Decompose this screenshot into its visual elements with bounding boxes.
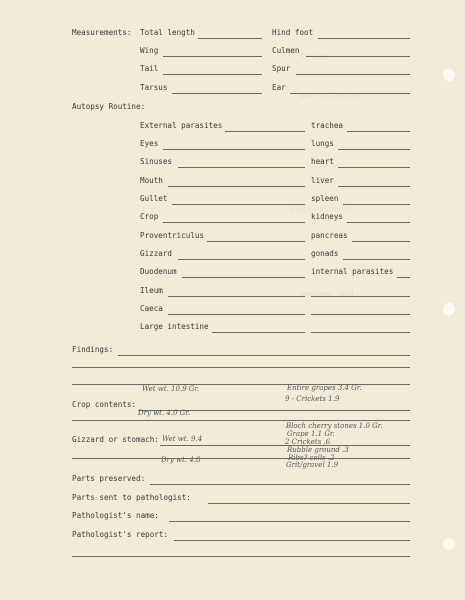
crop-contents-line xyxy=(72,420,410,421)
ear-line xyxy=(290,93,410,94)
autopsy-line xyxy=(178,167,305,168)
tail-label: Tail xyxy=(140,64,159,73)
bleed-through-text: Place collected: xyxy=(290,205,358,213)
findings-label: Findings: xyxy=(72,345,114,354)
autopsy-item-mouth: Mouth xyxy=(140,176,163,185)
culmen-line xyxy=(306,56,410,57)
hind-foot-line xyxy=(318,38,410,39)
crop-note-crickets: 9 - Crickets 1.9 xyxy=(285,395,340,403)
pathologist-report-line xyxy=(174,540,410,541)
autopsy-line xyxy=(178,259,305,260)
autopsy-item-proventriculus: Proventriculus xyxy=(140,231,205,240)
punch-hole xyxy=(442,68,456,82)
autopsy-line xyxy=(163,149,305,150)
autopsy-line xyxy=(311,296,410,297)
pathologist-report-label: Pathologist's report: xyxy=(72,530,169,539)
autopsy-line xyxy=(311,314,410,315)
autopsy-item-gizzard: Gizzard xyxy=(140,249,173,258)
gizzard-dry-weight: Dry wt. 4.8 xyxy=(161,456,201,464)
autopsy-line xyxy=(397,277,410,278)
autopsy-line xyxy=(207,241,305,242)
autopsy-line xyxy=(343,259,410,260)
gizzard-note-ribs: Ribs? cells .2 xyxy=(288,454,335,462)
crop-dry-weight: Dry wt. 4.0 Gr. xyxy=(138,409,191,417)
bleed-through-text: Date collected: xyxy=(300,92,364,100)
autopsy-line xyxy=(212,332,305,333)
crop-wet-weight: Wet wt. 10.9 Gr. xyxy=(142,385,200,393)
parts-sent-label: Parts sent to pathologist: xyxy=(72,493,191,502)
pathologist-report-line xyxy=(72,556,410,557)
autopsy-item-large-intestine: Large intestine xyxy=(140,322,209,331)
bleed-through-text: Species: xyxy=(300,52,334,60)
autopsy-item-external-parasites: External parasites xyxy=(140,121,223,130)
autopsy-item-caeca: Caeca xyxy=(140,304,163,313)
parts-preserved-line xyxy=(150,484,410,485)
culmen-label: Culmen xyxy=(272,46,300,55)
autopsy-line xyxy=(338,167,410,168)
wing-label: Wing xyxy=(140,46,159,55)
autopsy-line xyxy=(163,222,305,223)
autopsy-item-internal-parasites: internal parasites xyxy=(311,267,394,276)
pathologist-name-label: Pathologist's name: xyxy=(72,511,159,520)
autopsy-line xyxy=(343,204,410,205)
autopsy-line xyxy=(225,131,305,132)
parts-sent-line xyxy=(208,503,410,504)
measurements-heading: Measurements: xyxy=(72,28,132,37)
total-length-label: Total length xyxy=(140,28,195,37)
autopsy-item-sinuses: Sinuses xyxy=(140,157,173,166)
crop-note-grapes: Entire grapes 3.4 Gr. xyxy=(287,384,362,392)
crop-contents-label: Crop contents: xyxy=(72,400,137,409)
findings-line xyxy=(72,367,410,368)
gizzard-note-rubble: Rubble ground .3 xyxy=(287,446,349,454)
autopsy-line xyxy=(352,241,410,242)
autopsy-line xyxy=(168,314,305,315)
autopsy-line xyxy=(172,204,305,205)
ear-label: Ear xyxy=(272,83,286,92)
autopsy-line xyxy=(182,277,305,278)
punch-hole xyxy=(442,537,456,551)
gizzard-label: Gizzard or stomach: xyxy=(72,435,159,444)
autopsy-line xyxy=(338,149,410,150)
autopsy-line xyxy=(338,186,410,187)
wing-line xyxy=(163,56,262,57)
gizzard-line xyxy=(160,445,410,446)
tarsus-line xyxy=(172,93,262,94)
autopsy-item-gullet: Gullet xyxy=(140,194,168,203)
autopsy-line xyxy=(168,186,305,187)
autopsy-line xyxy=(347,131,410,132)
autopsy-item-lungs: lungs xyxy=(311,139,334,148)
gizzard-note-grape: Grape 1.1 Gr. xyxy=(287,430,335,438)
autopsy-item-spleen: spleen xyxy=(311,194,339,203)
tail-line xyxy=(163,74,262,75)
spur-label: Spur xyxy=(272,64,291,73)
tarsus-label: Tarsus xyxy=(140,83,168,92)
autopsy-item-eyes: Eyes xyxy=(140,139,159,148)
bleed-through-text: Specimen sent: xyxy=(300,290,360,298)
gizzard-note-cherry-stones: Bloch cherry stones 1.0 Gr. xyxy=(286,422,383,430)
autopsy-item-trachea: trachea xyxy=(311,121,344,130)
spur-line xyxy=(296,74,410,75)
autopsy-item-liver: liver xyxy=(311,176,334,185)
findings-line xyxy=(118,355,410,356)
total-length-line xyxy=(198,38,262,39)
autopsy-item-pancreas: pancreas xyxy=(311,231,348,240)
autopsy-item-crop: Crop xyxy=(140,212,159,221)
pathologist-name-line xyxy=(169,521,410,522)
hind-foot-label: Hind foot xyxy=(272,28,314,37)
autopsy-line xyxy=(311,332,410,333)
autopsy-item-gonads: gonads xyxy=(311,249,339,258)
autopsy-heading: Autopsy Routine: xyxy=(72,102,146,111)
autopsy-item-ileum: Ileum xyxy=(140,286,163,295)
gizzard-note-crickets: 2 Crickets .6 xyxy=(285,438,331,446)
punch-hole xyxy=(442,302,456,316)
gizzard-wet-weight: Wet wt. 9.4 xyxy=(162,435,203,443)
autopsy-item-duodenum: Duodenum xyxy=(140,267,177,276)
gizzard-note-grit: Grit/gravel 1.9 xyxy=(286,461,339,469)
autopsy-item-kidneys: kidneys xyxy=(311,212,344,221)
parts-preserved-label: Parts preserved: xyxy=(72,474,146,483)
autopsy-line xyxy=(347,222,410,223)
autopsy-line xyxy=(168,296,305,297)
gizzard-line xyxy=(72,458,410,459)
autopsy-item-heart: heart xyxy=(311,157,334,166)
